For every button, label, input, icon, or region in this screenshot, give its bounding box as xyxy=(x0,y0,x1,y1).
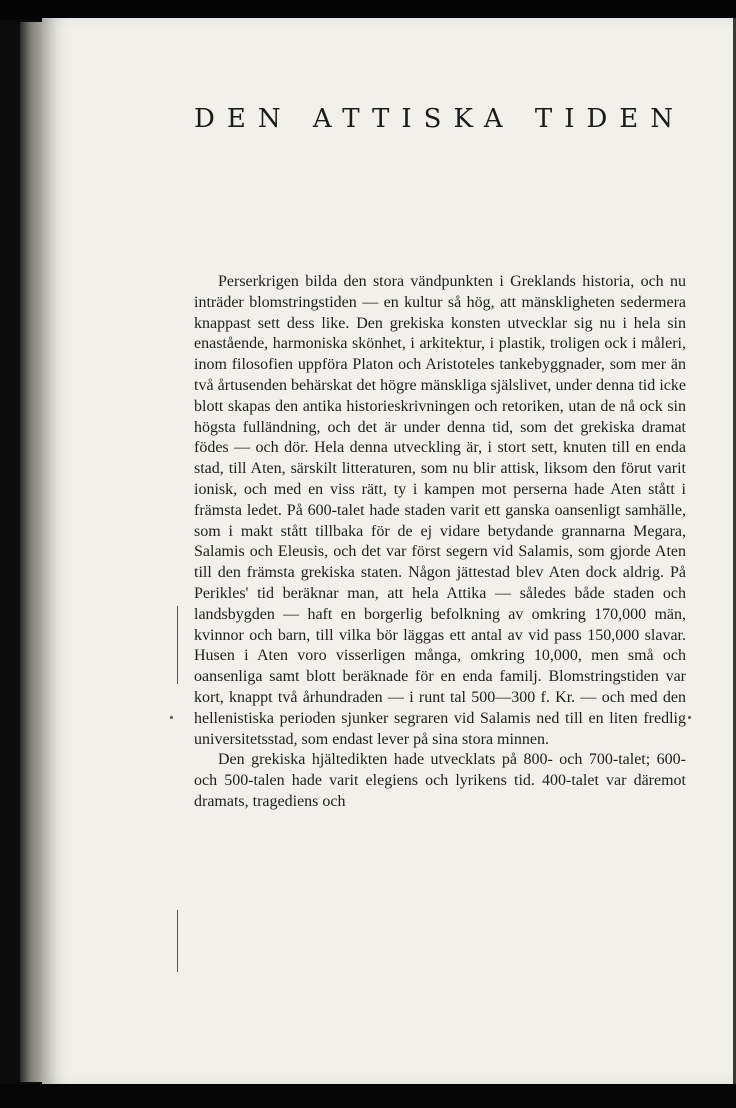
margin-dot-mark xyxy=(688,716,691,719)
paragraph-2: Den grekiska hjältedikten hade utvecklats på 800- och 700-talet; 600- och 500-talen hade varit elegiens och lyrikens tid. 400-talet var däremot dramats, tragediens och xyxy=(194,751,686,810)
scan-border-bottom xyxy=(0,1084,736,1108)
body-text xyxy=(194,272,686,813)
margin-pencil-mark xyxy=(177,910,178,972)
chapter-title: DEN ATTISKA TIDEN xyxy=(194,104,686,134)
scan-border-top xyxy=(0,0,736,20)
paragraph-1: Perserkrigen bilda den stora vändpunkten i Greklands historia, och nu inträder blomstringstiden — en kultur så hög, att mänskligheten sedermera knappast sett dess like. Den grekiska konsten utvecklar sig nu i hela sin enastående, harmoniska skönhet, i arkitektur, i plastik, troligen ock i måleri, inom filosofien uppföra Platon och Aristoteles tankebyggnader, som mer än två årtusenden behärskat det högre mänskliga själslivet, under denna tid icke blott skapas den antika historieskrivningen och retoriken, utan de nå ock sin högsta fulländning, och det är under denna tid, som det grekiska dramat födes — och dör. Hela denna utveckling är, i stort sett, knuten till en enda stad, till Aten, särskilt litteraturen, som nu blir attisk, liksom den förut varit ionisk, och med en viss rätt, ty i kampen mot perserna hade Aten stått i främsta ledet. På 600-talet hade staden varit ett ganska oansenligt samhälle, som i makt stått tillbaka för de ej vidare betydande grannarna Megara, Salamis och Eleusis, och det var först segern vid Salamis, som gjorde Aten till den främsta grekiska staten. Någon jättestad blev Aten dock aldrig. På Perikles' tid beräknar man, att hela Attika — således både staden och landsbygden — haft en borgerlig befolkning av omkring 170,000 män, kvinnor och barn, till vilka bör läggas ett antal av vid pass 150,000 slavar. Husen i Aten voro visserligen många, omkring 10,000, men små och oansenliga samt blott beräknade för en enda familj. Blomstringstiden var kort, knappt två århundraden — i runt tal 500—300 f. Kr. — och med den hellenistiska perioden sjunker segraren vid Salamis ned till en liten fredlig universitetsstad, som endast lever på sina stora minnen. xyxy=(194,273,686,748)
margin-dot-mark xyxy=(170,716,173,719)
margin-pencil-mark xyxy=(177,606,178,684)
